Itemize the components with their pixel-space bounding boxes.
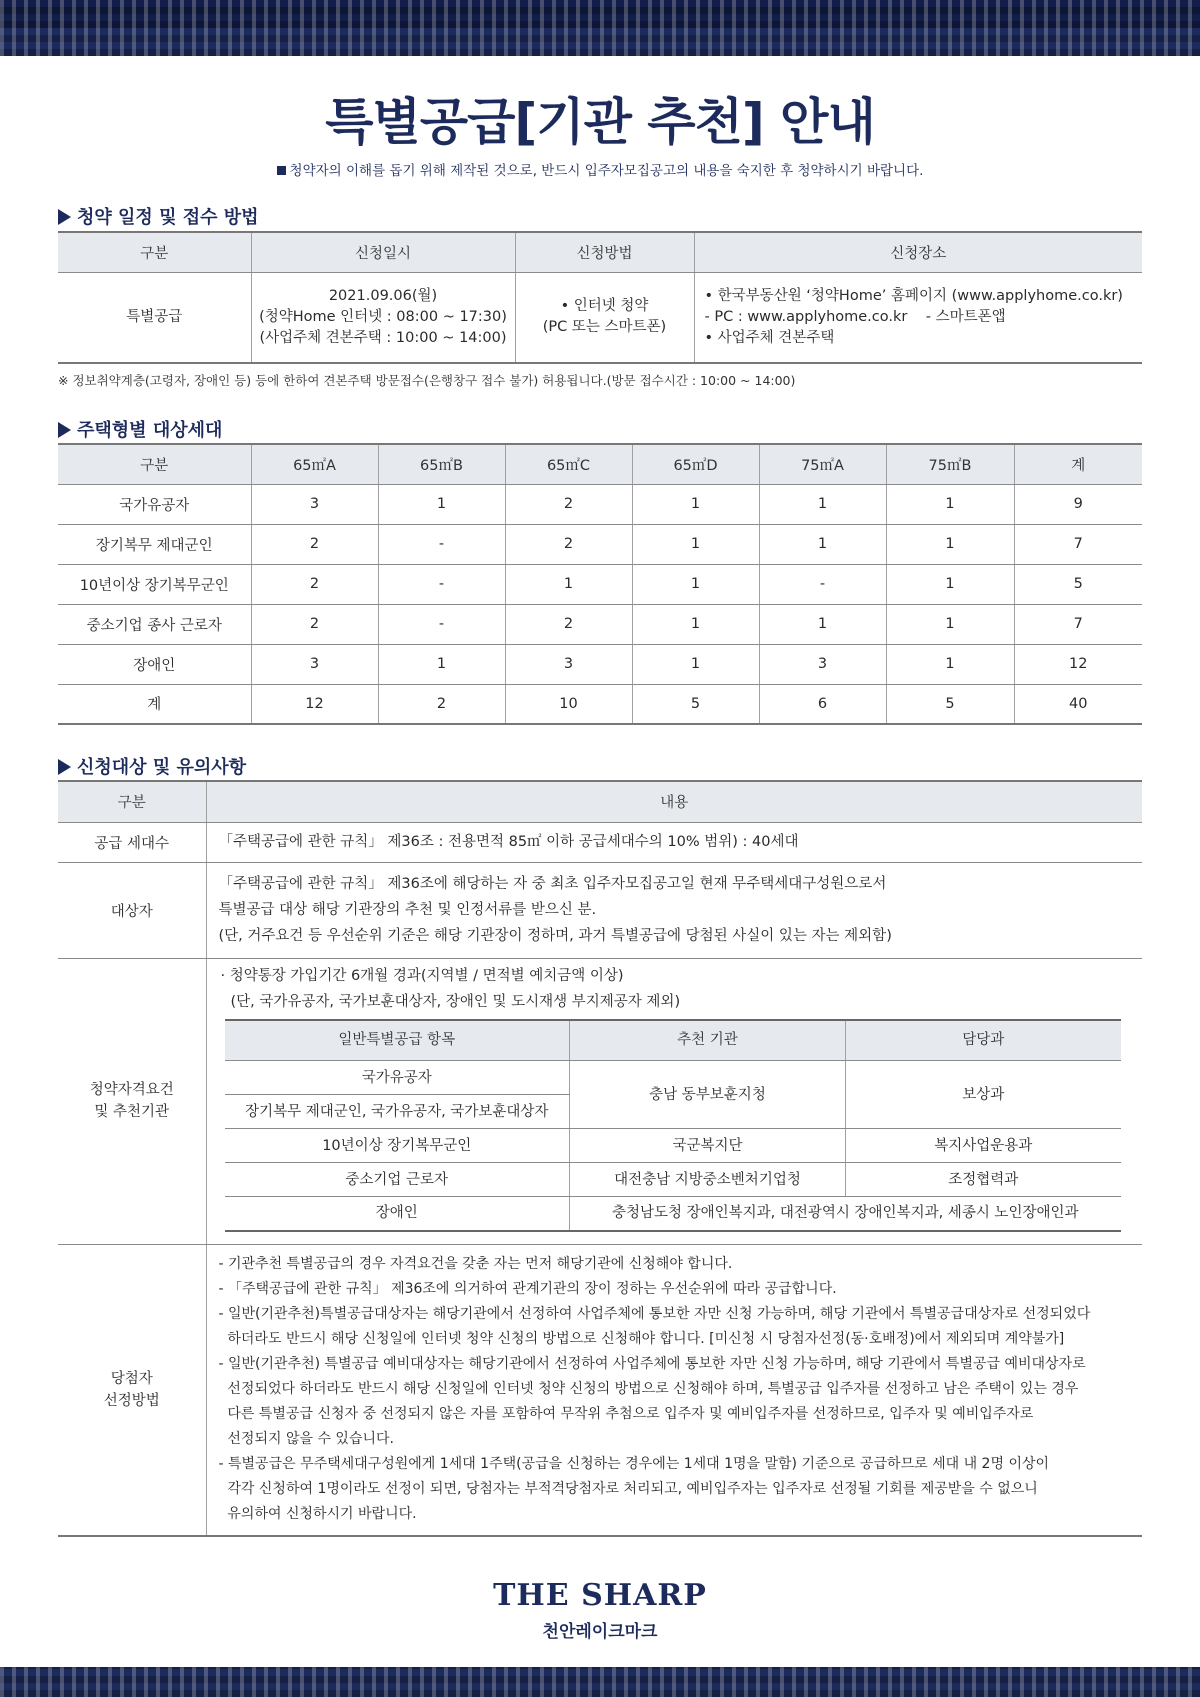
table-row xyxy=(58,272,1142,363)
count-cell: 1 xyxy=(632,604,759,644)
header-cell: 구분 xyxy=(58,781,206,822)
count-cell: 3 xyxy=(251,644,378,684)
count-cell: 2 xyxy=(505,484,632,524)
header-cell: 일반특별공급 항목 xyxy=(225,1020,570,1061)
count-cell: 7 xyxy=(1014,604,1142,644)
place-line: • 사업주체 견본주택 xyxy=(704,329,835,346)
table-row xyxy=(225,1197,1121,1231)
row-label: 장애인 xyxy=(58,644,251,684)
label-line: 선정방법 xyxy=(103,1392,160,1409)
row-label: 10년이상 장기복무군인 xyxy=(58,564,251,604)
table-header-row xyxy=(58,232,1142,272)
content-line: 유의하여 신청하시기 바랍니다. xyxy=(218,1506,417,1523)
row-content xyxy=(206,1244,1142,1536)
header-cell: 75㎡A xyxy=(759,444,886,484)
item-cell: 장애인 xyxy=(225,1197,570,1231)
type-cell: 특별공급 xyxy=(58,272,251,363)
method-cell xyxy=(515,272,694,363)
header-cell: 65㎡B xyxy=(378,444,505,484)
item-cell: 국가유공자 xyxy=(225,1061,570,1095)
header-cell: 65㎡C xyxy=(505,444,632,484)
header-cell: 추천 기관 xyxy=(570,1020,846,1061)
count-cell: 1 xyxy=(886,484,1014,524)
label-line: 당첨자 xyxy=(110,1370,153,1387)
content-line: 선정되지 않을 수 있습니다. xyxy=(218,1431,394,1448)
row-label: 대상자 xyxy=(58,862,206,958)
date-line: (청약Home 인터넷 : 08:00 ~ 17:30) xyxy=(259,308,507,325)
date-line: (사업주체 견본주택 : 10:00 ~ 14:00) xyxy=(259,329,507,346)
table-row xyxy=(58,604,1142,644)
count-cell: 2 xyxy=(505,604,632,644)
content-line: - 특별공급은 무주택세대구성원에게 1세대 1주택(공급을 신청하는 경우에는 1세대 1명을 말함) 기준으로 공급하므로 세대 내 2명 이상이 xyxy=(218,1456,1050,1473)
row-content xyxy=(206,862,1142,958)
content-line: - 기관추천 특별공급의 경우 자격요건을 갖춘 자는 먼저 해당기관에 신청해야 합니다. xyxy=(218,1256,733,1273)
dept-cell: 보상과 xyxy=(846,1061,1121,1129)
header-cell: 담당과 xyxy=(846,1020,1121,1061)
units-table-body xyxy=(58,484,1142,724)
count-cell: 3 xyxy=(759,644,886,684)
bottom-pattern-band xyxy=(0,1667,1200,1697)
header-cell: 65㎡D xyxy=(632,444,759,484)
item-cell: 10년이상 장기복무군인 xyxy=(225,1129,570,1163)
header-cell: 신청장소 xyxy=(694,232,1142,272)
count-cell: 7 xyxy=(1014,524,1142,564)
header-cell: 내용 xyxy=(206,781,1142,822)
content-line: 하더라도 반드시 해당 신청일에 인터넷 청약 신청의 방법으로 신청해야 합니다. [미신청 시 당첨자선정(동·호배정)에서 제외되며 계약불가] xyxy=(218,1331,1065,1348)
header-cell: 구분 xyxy=(58,444,251,484)
content-line: · 청약통장 가입기간 6개월 경과(지역별 / 면적별 예치금액 이상) xyxy=(220,967,624,984)
page-title: 특별공급[기관 추천] 안내 xyxy=(325,93,875,151)
row-label xyxy=(58,958,206,1244)
count-cell: 6 xyxy=(759,684,886,724)
brand-subtitle: 천안레이크마크 xyxy=(542,1622,658,1642)
count-cell: 1 xyxy=(886,564,1014,604)
table-row xyxy=(58,484,1142,524)
winner-lines xyxy=(219,1252,1143,1527)
count-cell: 1 xyxy=(886,524,1014,564)
row-label: 중소기업 종사 근로자 xyxy=(58,604,251,644)
table-row xyxy=(58,564,1142,604)
content-line: - 일반(기관추천)특별공급대상자는 해당기관에서 선정하여 사업주체에 통보한 자만 신청 가능하며, 해당 기관에서 특별공급대상자로 선정되었다 xyxy=(218,1306,1091,1323)
count-cell: 1 xyxy=(378,644,505,684)
eligibility-table xyxy=(58,780,1142,1537)
recommender-table xyxy=(225,1019,1121,1232)
row-label xyxy=(58,1244,206,1536)
count-cell: - xyxy=(378,524,505,564)
place-cell xyxy=(694,272,1142,363)
count-cell: 1 xyxy=(632,524,759,564)
count-cell: 40 xyxy=(1014,684,1142,724)
table-row xyxy=(58,1244,1142,1536)
content-line: 「주택공급에 관한 규칙」 제36조에 해당하는 자 중 최초 입주자모집공고일 현재 무주택세대구성원으로서 xyxy=(218,876,887,892)
count-cell: 12 xyxy=(251,684,378,724)
date-line: 2021.09.06(월) xyxy=(328,287,438,304)
count-cell: 10 xyxy=(505,684,632,724)
content-line: - 일반(기관추천) 특별공급 예비대상자는 해당기관에서 선정하여 사업주체에 통보한 자만 신청 가능하며, 해당 기관에서 특별공급 예비대상자로 xyxy=(218,1356,1086,1373)
header-cell: 신청방법 xyxy=(515,232,694,272)
content-line: 다른 특별공급 신청자 중 선정되지 않은 자를 포함하여 무작위 추첨으로 입주자 및 예비입주자를 선정하므로, 입주자 및 예비입주자로 xyxy=(218,1406,1034,1423)
count-cell: 2 xyxy=(251,604,378,644)
row-label: 장기복무 제대군인 xyxy=(58,524,251,564)
table-row xyxy=(225,1163,1121,1197)
count-cell: 2 xyxy=(378,684,505,724)
count-cell: 12 xyxy=(1014,644,1142,684)
count-cell: 2 xyxy=(251,524,378,564)
table-header-row xyxy=(225,1020,1121,1061)
schedule-table xyxy=(58,231,1142,364)
units-table xyxy=(58,443,1142,725)
count-cell: 5 xyxy=(1014,564,1142,604)
count-cell: 9 xyxy=(1014,484,1142,524)
date-cell xyxy=(251,272,515,363)
dept-cell: 복지사업운용과 xyxy=(846,1129,1121,1163)
label-line: 및 추천기관 xyxy=(94,1104,170,1120)
count-cell: 1 xyxy=(759,604,886,644)
table-header-row xyxy=(58,781,1142,822)
count-cell: 5 xyxy=(886,684,1014,724)
header-cell: 계 xyxy=(1014,444,1142,484)
count-cell: 1 xyxy=(632,564,759,604)
count-cell: 5 xyxy=(632,684,759,724)
label-line: 청약자격요건 xyxy=(89,1082,174,1098)
row-content: 「주택공급에 관한 규칙」 제36조 : 전용면적 85㎡ 이하 공급세대수의 10% 범위) : 40세대 xyxy=(206,822,1142,862)
content-line: (단, 거주요건 등 우선순위 기준은 해당 기관장이 정하며, 과거 특별공급에 당첨된 사실이 있는 자는 제외함) xyxy=(218,928,892,944)
triangle-bullet-icon xyxy=(58,422,71,438)
row-label: 국가유공자 xyxy=(58,484,251,524)
item-cell: 중소기업 근로자 xyxy=(225,1163,570,1197)
square-bullet-icon xyxy=(277,166,286,175)
table-row xyxy=(58,822,1142,862)
brand-logo: THE SHARP xyxy=(493,1578,707,1613)
content-line: 특별공급 대상 해당 기관장의 추천 및 인정서류를 받으신 분. xyxy=(218,902,597,918)
content-line: 각각 신청하여 1명이라도 선정이 되면, 당첨자는 부적격당첨자로 처리되고, 예비입주자는 입주자로 선정될 기회를 제공받을 수 없으니 xyxy=(218,1481,1038,1498)
count-cell: 1 xyxy=(505,564,632,604)
table-row xyxy=(58,958,1142,1244)
count-cell: 2 xyxy=(251,564,378,604)
header-cell: 신청일시 xyxy=(251,232,515,272)
count-cell: 3 xyxy=(251,484,378,524)
table-row xyxy=(58,524,1142,564)
row-content xyxy=(206,958,1142,1244)
section-heading-units xyxy=(58,416,222,442)
header-cell: 구분 xyxy=(58,232,251,272)
content-line: (단, 국가유공자, 국가보훈대상자, 장애인 및 도시재생 부지제공자 제외) xyxy=(230,993,681,1010)
method-line: (PC 또는 스마트폰) xyxy=(542,319,667,336)
content-line: - 「주택공급에 관한 규칙」 제36조에 의거하여 관계기관의 장이 정하는 우선순위에 따라 공급합니다. xyxy=(218,1281,837,1298)
row-label: 공급 세대수 xyxy=(58,822,206,862)
count-cell: - xyxy=(378,564,505,604)
table-row xyxy=(225,1129,1121,1163)
count-cell: 1 xyxy=(378,484,505,524)
triangle-bullet-icon xyxy=(58,759,71,775)
content-line: 선정되었다 하더라도 반드시 해당 신청일에 인터넷 청약 신청의 방법으로 신청해야 하며, 특별공급 입주자를 선정하고 남은 주택이 있는 경우 xyxy=(218,1381,1079,1398)
section-heading-notes xyxy=(58,753,246,779)
top-pattern-band-2 xyxy=(0,28,1200,56)
header-cell: 75㎡B xyxy=(886,444,1014,484)
header-cell: 65㎡A xyxy=(251,444,378,484)
count-cell: 3 xyxy=(505,644,632,684)
org-cell: 충청남도청 장애인복지과, 대전광역시 장애인복지과, 세종시 노인장애인과 xyxy=(570,1197,1121,1231)
page-subtitle xyxy=(0,159,1200,179)
table-row xyxy=(225,1061,1121,1095)
count-cell: 1 xyxy=(632,484,759,524)
triangle-bullet-icon xyxy=(58,209,71,225)
top-pattern-band xyxy=(0,0,1200,28)
item-cell: 장기복무 제대군인, 국가유공자, 국가보훈대상자 xyxy=(225,1095,570,1129)
section-heading-schedule xyxy=(58,203,259,229)
section-heading-text: 신청대상 및 유의사항 xyxy=(77,757,247,778)
org-cell: 대전충남 지방중소벤처기업청 xyxy=(570,1163,846,1197)
subtitle-text: 청약자의 이해를 돕기 위해 제작된 것으로, 반드시 입주자모집공고의 내용을 숙지한 후 청약하시기 바랍니다. xyxy=(289,163,924,179)
count-cell: 1 xyxy=(759,484,886,524)
count-cell: 1 xyxy=(759,524,886,564)
count-cell: 1 xyxy=(886,604,1014,644)
count-cell: - xyxy=(759,564,886,604)
count-cell: 1 xyxy=(886,644,1014,684)
method-line: • 인터넷 청약 xyxy=(560,298,649,315)
table-row xyxy=(58,644,1142,684)
schedule-note: ※ 정보취약계층(고령자, 장애인 등) 등에 한하여 견본주택 방문접수(은행창구 접수 불가) 허용됩니다.(방문 접수시간 : 10:00 ~ 14:00) xyxy=(58,373,796,388)
count-cell: - xyxy=(378,604,505,644)
table-row xyxy=(58,684,1142,724)
place-line: • 한국부동산원 ‘청약Home’ 홈페이지 (www.applyhome.co.kr) xyxy=(704,287,1123,304)
dept-cell: 조정협력과 xyxy=(846,1163,1121,1197)
org-cell: 국군복지단 xyxy=(570,1129,846,1163)
section-heading-text: 청약 일정 및 접수 방법 xyxy=(77,207,259,228)
table-row xyxy=(58,862,1142,958)
place-line: - PC : www.applyhome.co.kr - 스마트폰앱 xyxy=(704,308,1006,325)
org-cell: 충남 동부보훈지청 xyxy=(570,1061,846,1129)
section-heading-text: 주택형별 대상세대 xyxy=(77,420,223,441)
count-cell: 1 xyxy=(632,644,759,684)
count-cell: 2 xyxy=(505,524,632,564)
table-header-row xyxy=(58,444,1142,484)
row-label: 계 xyxy=(58,684,251,724)
